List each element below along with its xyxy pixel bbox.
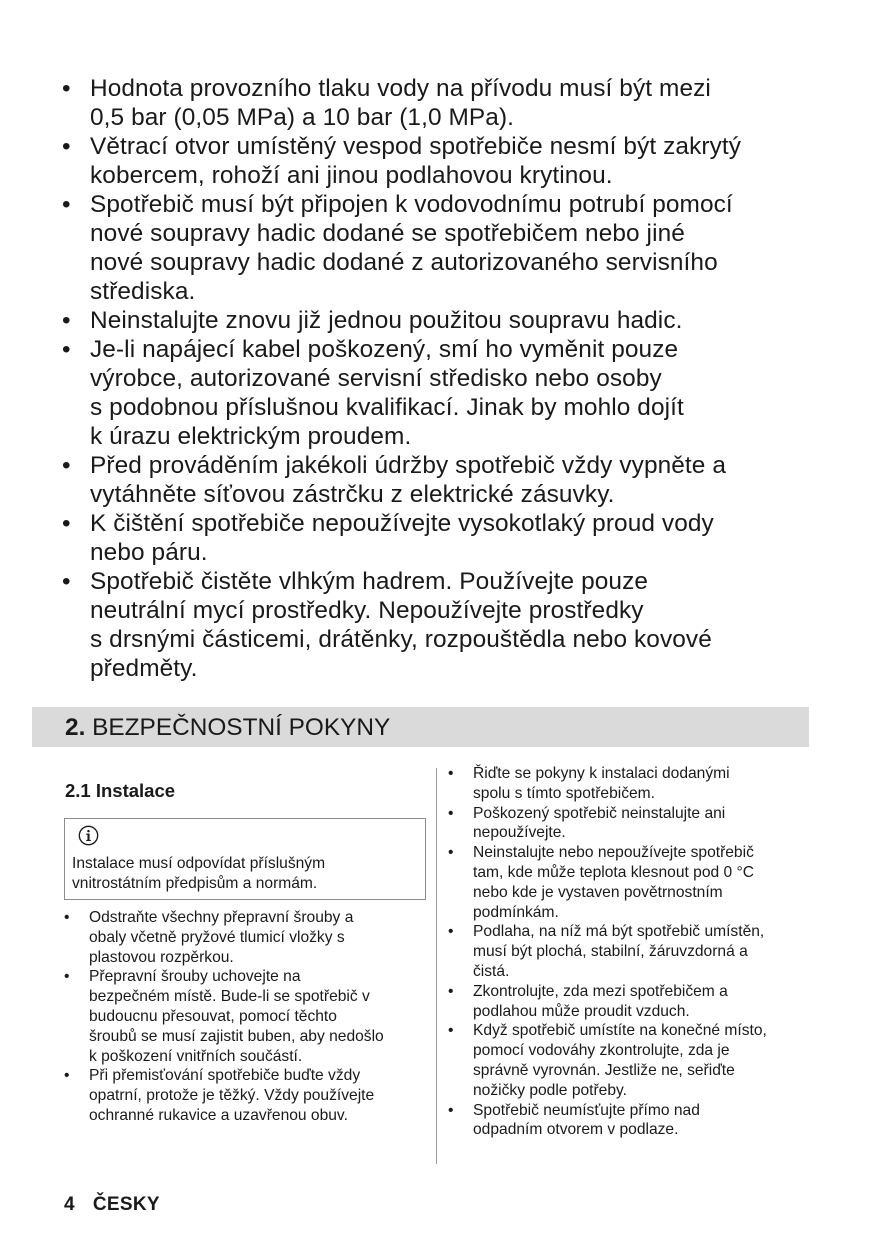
note-line: vnitrostátním předpisům a normám. [72,875,318,892]
list-item-line: podlahou může proudit vzduch. [473,1002,690,1020]
list-item-line: K čištění spotřebiče nepoužívejte vysokotlaký proud vody [90,510,714,537]
list-item-line: nové soupravy hadic dodané se spotřebičem nebo jiné [90,220,685,247]
list-item-line: Neinstalujte nebo nepoužívejte spotřebič [473,844,754,862]
bullet-marker: • [62,452,71,479]
info-icon [78,825,99,846]
list-item-line: Když spotřebič umístíte na konečné místo, [473,1022,767,1040]
list-item-line: šroubů se musí zajistit buben, aby nedošlo [89,1027,384,1045]
list-item-line: výrobce, autorizované servisní středisko nebo osoby [90,365,662,392]
list-item-line: spolu s tímto spotřebičem. [473,784,656,802]
page-footer [64,1194,160,1216]
section-title-text: BEZPEČNOSTNÍ POKYNY [92,714,391,741]
list-item [64,967,429,1066]
list-item-line: Spotřebič musí být připojen k vodovodnímu potrubí pomocí [90,191,733,218]
list-item-line: pomocí vodováhy zkontrolujte, zda je [473,1042,730,1060]
list-item [448,843,818,922]
bullet-marker: • [62,568,71,595]
list-item [62,190,842,306]
section-title [65,715,390,741]
list-item-line: Je-li napájecí kabel poškozený, smí ho vyměnit pouze [90,336,679,363]
section-header [32,707,809,747]
bullet-marker: • [448,982,454,1000]
list-item-line: Spotřebič neumísťujte přímo nad [473,1101,700,1119]
list-item-line: Odstraňte všechny přepravní šrouby a [89,909,354,926]
list-item-line: správně vyrovnán. Jestliže ne, seřiďte [473,1061,735,1079]
list-item [62,306,842,335]
list-item-line: kobercem, rohoží ani jinou podlahovou krytinou. [90,162,613,189]
bullet-marker: • [62,191,71,218]
bullet-marker: • [448,923,454,941]
list-item-line: nebo kde je vystaven povětrnostním [473,883,723,901]
list-item-line: odpadním otvorem v podlaze. [473,1121,679,1139]
info-note-box [64,818,426,900]
list-item [64,908,429,967]
bullet-marker: • [448,804,454,822]
list-item [62,132,842,190]
list-item [448,764,818,804]
top-bullet-list [62,74,842,683]
list-item-line: Při přemisťování spotřebiče buďte vždy [89,1067,361,1085]
list-item-line: Řiďte se pokyny k instalaci dodanými [473,765,730,782]
list-item-line: Hodnota provozního tlaku vody na přívodu musí být mezi [90,75,711,102]
list-item [62,567,842,683]
bullet-marker: • [64,1067,70,1085]
list-item-line: nepoužívejte. [473,824,566,842]
right-column-list [448,764,818,1140]
list-item-line: k úrazu elektrickým proudem. [90,423,412,450]
subsection-heading: 2.1 Instalace [65,780,176,801]
list-item-line: vytáhněte síťovou zástrčku z elektrické zásuvky. [90,481,615,508]
list-item-line: čistá. [473,962,510,980]
list-item-line: předměty. [90,655,198,682]
list-item-line: ochranné rukavice a uzavřenou obuv. [89,1106,348,1124]
list-item [448,1101,818,1141]
list-item-line: s drsnými částicemi, drátěnky, rozpouštědla nebo kovové [90,626,712,653]
list-item [62,509,842,567]
column-divider [436,768,437,1164]
note-line: Instalace musí odpovídat příslušným [72,855,326,872]
bullet-marker: • [448,844,454,862]
list-item-line: neutrální mycí prostředky. Nepoužívejte prostředky [90,597,644,624]
list-item [62,74,842,132]
list-item-line: podmínkám. [473,903,559,921]
bullet-marker: • [62,336,71,363]
list-item [448,982,818,1022]
list-item-line: plastovou rozpěrkou. [89,948,234,966]
list-item [62,335,842,451]
list-item [448,1021,818,1100]
footer-language: ČESKY [92,1194,160,1215]
list-item-line: 0,5 bar (0,05 MPa) a 10 bar (1,0 MPa). [90,104,515,131]
bullet-marker: • [64,909,70,926]
list-item-line: nové soupravy hadic dodané z autorizovaného servisního [90,249,718,276]
list-item-line: Před prováděním jakékoli údržby spotřebič vždy vypněte a [90,452,727,479]
bullet-marker: • [62,510,71,537]
list-item [62,451,842,509]
info-note-text [72,854,417,894]
bullet-marker: • [62,307,71,334]
list-item-line: bezpečném místě. Bude-li se spotřebič v [89,988,370,1006]
list-item-line: musí být plochá, stabilní, žáruvzdorná a [473,943,748,961]
list-item-line: k poškození vnitřních součástí. [89,1047,303,1065]
bullet-marker: • [62,133,71,160]
left-column-list [64,908,429,1126]
list-item-line: Neinstalujte znovu již jednou použitou soupravu hadic. [90,307,683,334]
section-number: 2. [65,714,86,741]
bullet-marker: • [64,968,70,986]
list-item-line: s podobnou příslušnou kvalifikací. Jinak by mohlo dojít [90,394,684,421]
list-item-line: tam, kde může teplota klesnout pod 0 °C [473,863,755,881]
list-item-line: obaly včetně pryžové tlumicí vložky s [89,928,345,946]
bullet-marker: • [448,765,454,782]
list-item-line: Spotřebič čistěte vlhkým hadrem. Používejte pouze [90,568,649,595]
list-item [64,1066,429,1125]
bullet-marker: • [448,1022,454,1040]
list-item-line: nožičky podle potřeby. [473,1081,628,1099]
list-item-line: Zkontrolujte, zda mezi spotřebičem a [473,982,728,1000]
list-item-line: Poškozený spotřebič neinstalujte ani [473,804,726,822]
bullet-marker: • [62,75,71,102]
list-item [448,922,818,981]
list-item-line: Podlaha, na níž má být spotřebič umístěn, [473,923,765,941]
list-item-line: Přepravní šrouby uchovejte na [89,968,301,986]
list-item-line: opatrní, protože je těžký. Vždy používejte [89,1087,375,1105]
page-number: 4 [64,1194,75,1215]
list-item [448,804,818,844]
list-item-line: Větrací otvor umístěný vespod spotřebiče nesmí být zakrytý [90,133,742,160]
list-item-line: nebo páru. [90,539,208,566]
list-item-line: budoucnu přesouvat, pomocí těchto [89,1007,337,1025]
bullet-marker: • [448,1101,454,1119]
list-item-line: střediska. [90,278,196,305]
